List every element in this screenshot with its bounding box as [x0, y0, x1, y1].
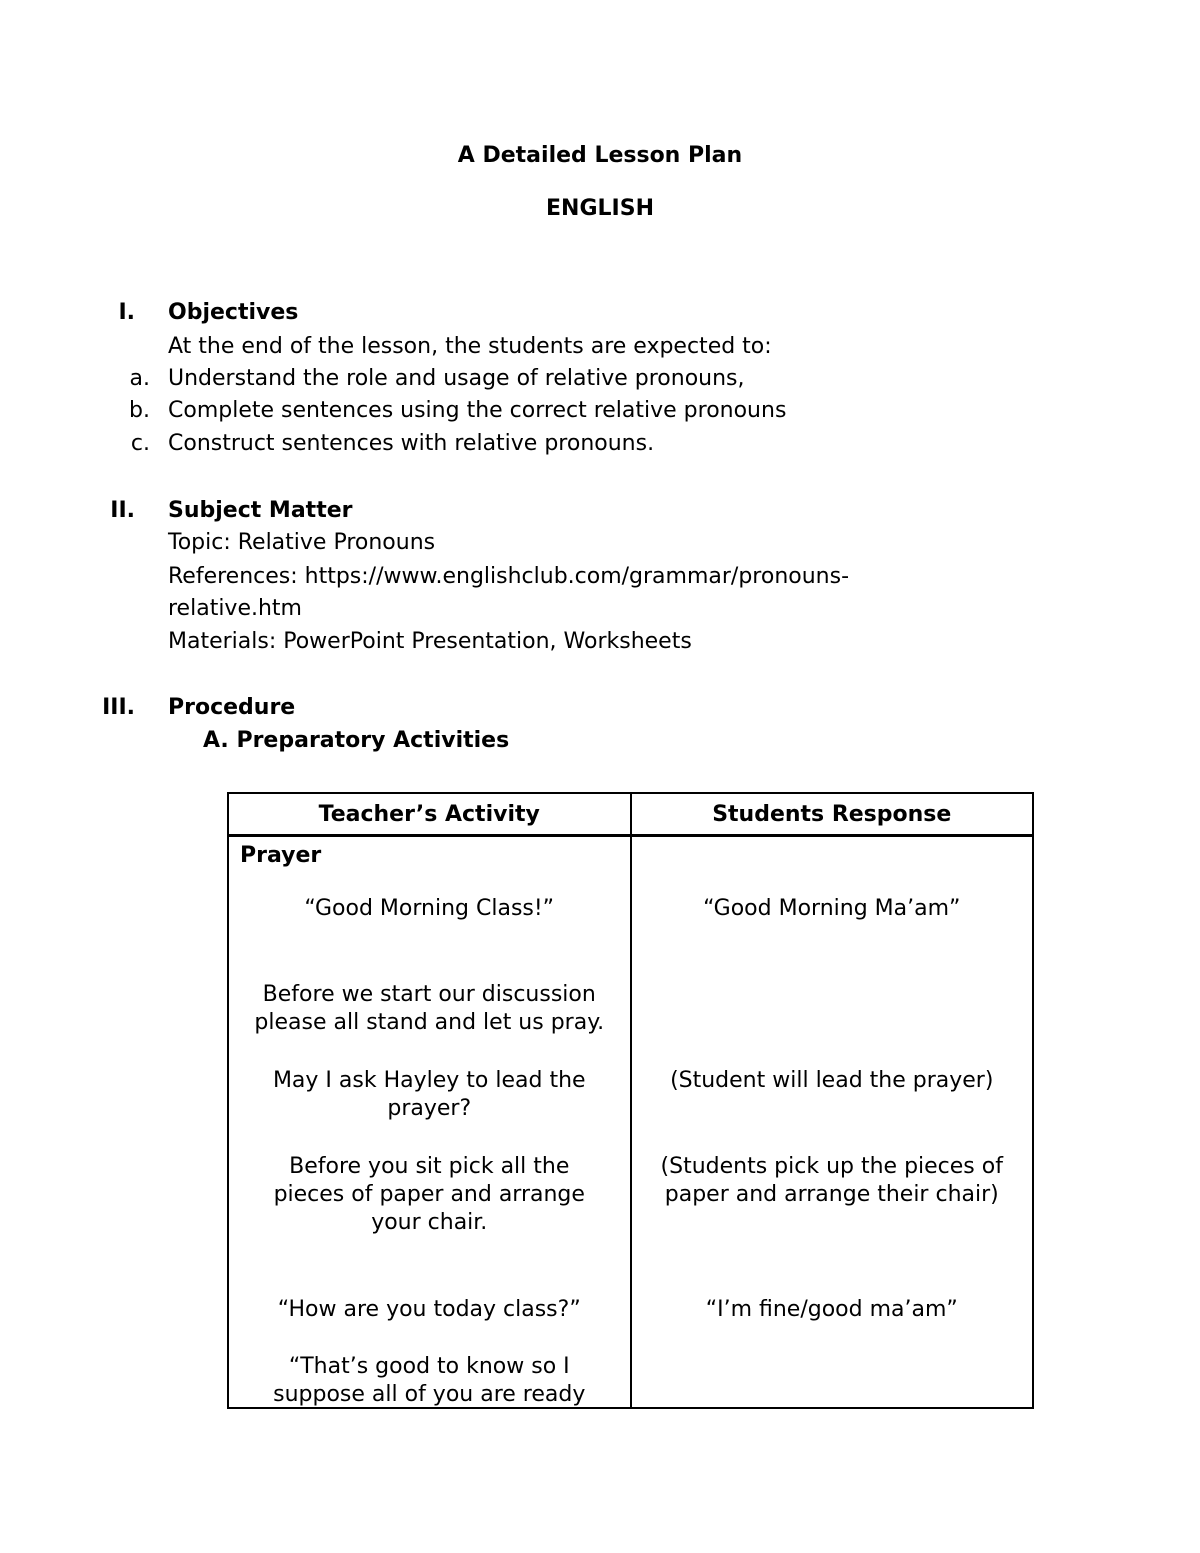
subject-references: References: https://www.englishclub.com/grammar/pronouns-: [168, 564, 850, 589]
teacher-line: [229, 1353, 630, 1407]
teacher-line-text: Before you sit pick all the: [289, 1154, 570, 1179]
teacher-activity-cell: [228, 836, 631, 1409]
column-header-teacher: Teacher’s Activity: [228, 793, 631, 836]
student-line: [632, 1153, 1033, 1209]
objective-letter: c.: [130, 431, 150, 456]
teacher-line-text: pieces of paper and arrange: [273, 1182, 585, 1207]
subject-topic: Topic: Relative Pronouns: [168, 530, 436, 555]
student-line-text: (Students pick up the pieces of: [660, 1154, 1003, 1179]
student-line: [632, 1067, 1033, 1095]
student-line: [632, 1296, 1033, 1324]
procedure-subheading: A. Preparatory Activities: [203, 728, 510, 753]
activity-table: [227, 792, 1034, 1409]
objective-letter: b.: [129, 398, 150, 423]
student-line: [632, 895, 1033, 923]
teacher-line-text: Before we start our discussion: [262, 982, 596, 1007]
objectives-intro: At the end of the lesson, the students are expected to:: [168, 334, 772, 359]
section-heading-subject-matter: Subject Matter: [168, 498, 353, 523]
table-row: [228, 836, 1033, 1409]
teacher-line: [229, 1153, 630, 1237]
section-numeral-procedure: III.: [102, 695, 135, 720]
students-response-cell: [631, 836, 1034, 1409]
teacher-line: [229, 1296, 630, 1324]
objective-item: Complete sentences using the correct relative pronouns: [168, 398, 787, 423]
subject-materials: Materials: PowerPoint Presentation, Worksheets: [168, 629, 692, 654]
section-numeral-objectives: I.: [118, 300, 135, 325]
objective-item: Understand the role and usage of relative pronouns,: [168, 366, 745, 391]
teacher-line: [229, 1067, 630, 1123]
teacher-line-text: please all stand and let us pray.: [254, 1010, 605, 1035]
teacher-line-text: “That’s good to know so I: [288, 1354, 570, 1379]
objective-item: Construct sentences with relative pronouns.: [168, 431, 655, 456]
teacher-line: [229, 895, 630, 923]
section-numeral-subject-matter: II.: [110, 498, 135, 523]
teacher-line-text: May I ask Hayley to lead the: [272, 1068, 586, 1093]
section-heading-objectives: Objectives: [168, 300, 299, 325]
teacher-line-text: prayer?: [387, 1096, 472, 1121]
document-subject: ENGLISH: [546, 196, 654, 221]
student-line-text: paper and arrange their chair): [664, 1182, 999, 1207]
subject-references-continued: relative.htm: [168, 596, 302, 621]
table-header-row: [228, 793, 1033, 836]
teacher-line-text: your chair.: [371, 1210, 488, 1235]
student-line-text: (Student will lead the prayer): [670, 1068, 994, 1093]
teacher-line: [229, 981, 630, 1037]
objective-letter: a.: [129, 366, 150, 391]
document-title: A Detailed Lesson Plan: [457, 143, 743, 168]
section-heading-procedure: Procedure: [168, 695, 296, 720]
column-header-students: Students Response: [631, 793, 1034, 836]
teacher-line-text: suppose all of you are ready: [273, 1382, 586, 1407]
student-line-text: “I’m fine/good ma’am”: [705, 1297, 958, 1322]
student-line-text: “Good Morning Ma’am”: [703, 896, 961, 921]
teacher-line-text: “Good Morning Class!”: [304, 896, 555, 921]
prayer-heading: Prayer: [240, 843, 322, 868]
teacher-line-text: “How are you today class?”: [277, 1297, 581, 1322]
